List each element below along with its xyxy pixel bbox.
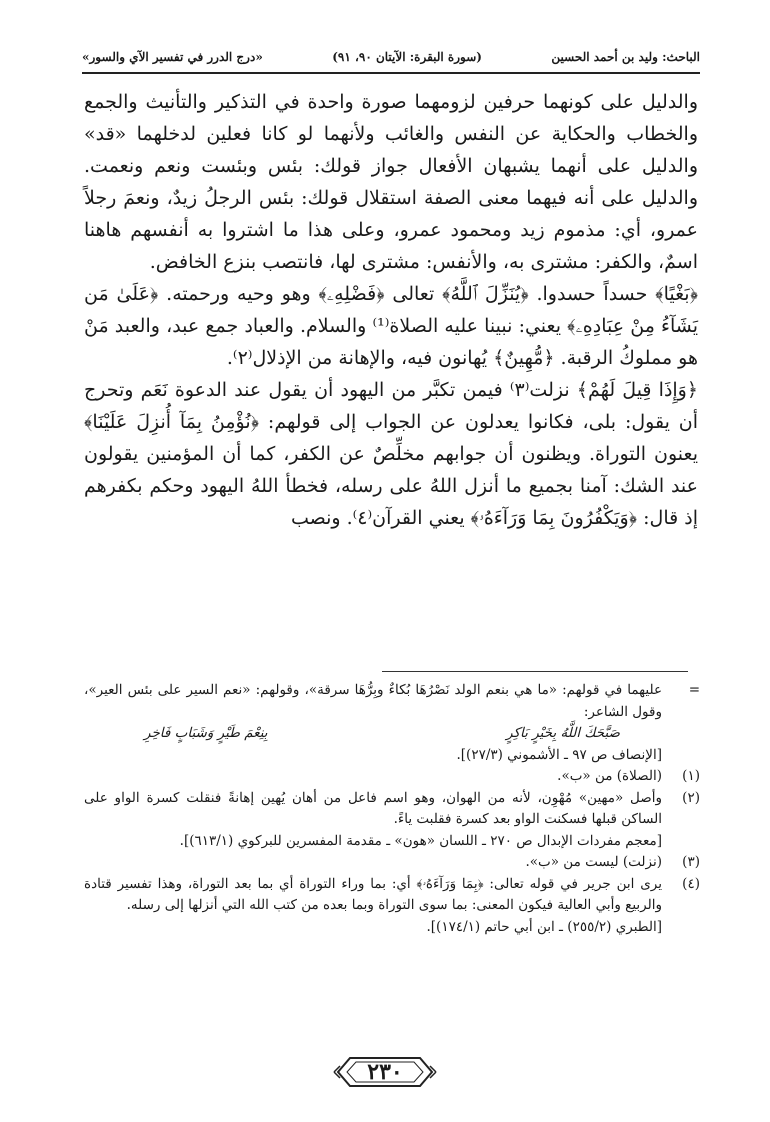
main-text [84, 86, 698, 534]
footnote-text: وأصل «مهين» مُهْوِن، لأنه من الهوان، وهو اسم فاعل من أهان يُهين إهانةً فنقلت كسرة الواو على الساكن قبلها فسكنت الواو بعد كسرة فقلبت ياءً. [84, 789, 662, 827]
paragraph-3: ﴿وَإِذَا قِيلَ لَهُمْ﴾ نزلت⁽٣⁾ فيمن تكبَّر من اليهود أن يقول عند الدعوة نَعَم وتحرج أن يقول: بلى، فكانوا يعدلون عن الجواب إلى قولهم: ﴿نُؤْمِنُ بِمَآ أُنزِلَ عَلَيْنَا﴾ يعنون التوراة. ويظنون أن جوابهم مخلِّصٌ عن الكفر، كما أن المؤمنين يقولون عند الشك: آمنا بجميع ما أنزل اللهُ على رسله، فخطأ اللهُ اليهود وحكم بكفرهم إذ قال: ﴿وَيَكْفُرُونَ بِمَا وَرَآءَهُۥ﴾ يعني القرآن⁽٤⁾. ونصب [84, 379, 698, 529]
footnote-2 [84, 788, 700, 831]
header-divider [82, 72, 700, 74]
page-number-ornament [332, 1052, 438, 1092]
paragraph-2: ﴿بَغْيًا﴾ حسداً حسدوا. ﴿يُنَزِّلَ ٱللَّهُ﴾ تعالى ﴿فَضْلِهِۦ﴾ وهو وحيه ورحمته. ﴿عَلَىٰ مَن يَشَآءُ مِنْ عِبَادِهِۦ﴾ يعني: نبينا عليه الصلاة⁽¹⁾ والسلام. والعباد جمع عبد، والعبد مَنْ هو مملوكُ الرقبة. ﴿مُّهِينٌ﴾ يُهانون فيه، والإهانة من الإذلال⁽٢⁾. [84, 283, 698, 369]
continuation-mark: = [688, 682, 700, 698]
footnote-source: [الطبري (٢٥٥/٢) ـ ابن أبي حاتم (١٧٤/١)]. [426, 918, 662, 935]
footnote-4 [84, 874, 700, 917]
footnote-text: (نزلت) ليست من «ب». [525, 854, 662, 870]
running-header [82, 44, 700, 70]
paragraph-1: والدليل على كونهما حرفين لزومهما صورة واحدة في التذكير والتأنيث والجمع والخطاب والحكاية عن النفس والغائب ولأنهما لو كانا فعلين لدخلهما «قد» والدليل على أنهما يشبهان الأفعال جواز قولك: بئس وبئست ونعم ونعمت. والدليل على أنه فيهما معنى الصفة استقلال قولك: بئس الرجلُ زيدٌ، ونعمَ رجلاً عمرو، أي: مذموم زيد ومحمود عمرو، وعلى هذا ما اشتروا به أنفسهم هاهنا اسمٌ، والكفر: مشترى به، والأنفس: مشترى لها، فانتصب بنزع الخافض. [84, 91, 698, 273]
footnote-divider [382, 671, 688, 672]
continuation-source: [الإنصاف ص ٩٧ ـ الأشموني (٢٧/٣)]. [456, 746, 662, 763]
header-author: الباحث: وليد بن أحمد الحسين [551, 50, 700, 64]
footnote-source: [معجم مفردات الإبدال ص ٢٧٠ ـ اللسان «هون» ـ مقدمة المفسرين للبركوي (٦١٣/١)]. [179, 832, 662, 849]
footnote-3 [84, 852, 700, 874]
header-book-title: «درج الدرر في تفسير الآي والسور» [82, 50, 263, 64]
footnote-continuation [84, 680, 700, 723]
footnote-text: (الصلاة) من «ب». [557, 768, 662, 784]
footnote-number: (٢) [682, 789, 700, 806]
footnotes [84, 680, 700, 938]
continuation-source-row [84, 745, 700, 767]
verse-second-hemistich: بِنِعْمَ طَيْرٍ وَشَبَابٍ فَاخِرِ [144, 725, 268, 741]
poetry-verse [84, 723, 700, 745]
continuation-text: عليهما في قولهم: «ما هي بنعم الولد نَصْرُهَا بُكاءٌ وبِرُّهَا سرقة»، وقولهم: «نعم السير على بئس العير»، وقول الشاعر: [84, 682, 662, 720]
header-section: (سورة البقرة: الآيتان ٩٠، ٩١) [332, 50, 482, 64]
footnote-text: يرى ابن جرير في قوله تعالى: ﴿بِمَا وَرَآءَهُۥ﴾ أي: بما وراء التوراة أي بما بعد التوراة، وهذا تفسير قتادة والربيع وأبي العالية فيكون المعنى: بما سوى التوراة وبما بعده من كتب الله التي أنزلها إلى رسله. [84, 875, 662, 913]
footnote-number: (٤) [682, 875, 700, 892]
footnote-1 [84, 766, 700, 788]
verse-first-hemistich: صَبَّحَكَ اللَّهُ بِخَيْرٍ بَاكِرٍ [506, 725, 620, 741]
page-number: ٢٣٠ [367, 1059, 403, 1085]
footnote-number: (١) [682, 768, 700, 784]
footnote-4-source-row [84, 917, 700, 939]
footnote-number: (٣) [682, 854, 700, 870]
footnote-2-source-row [84, 831, 700, 853]
